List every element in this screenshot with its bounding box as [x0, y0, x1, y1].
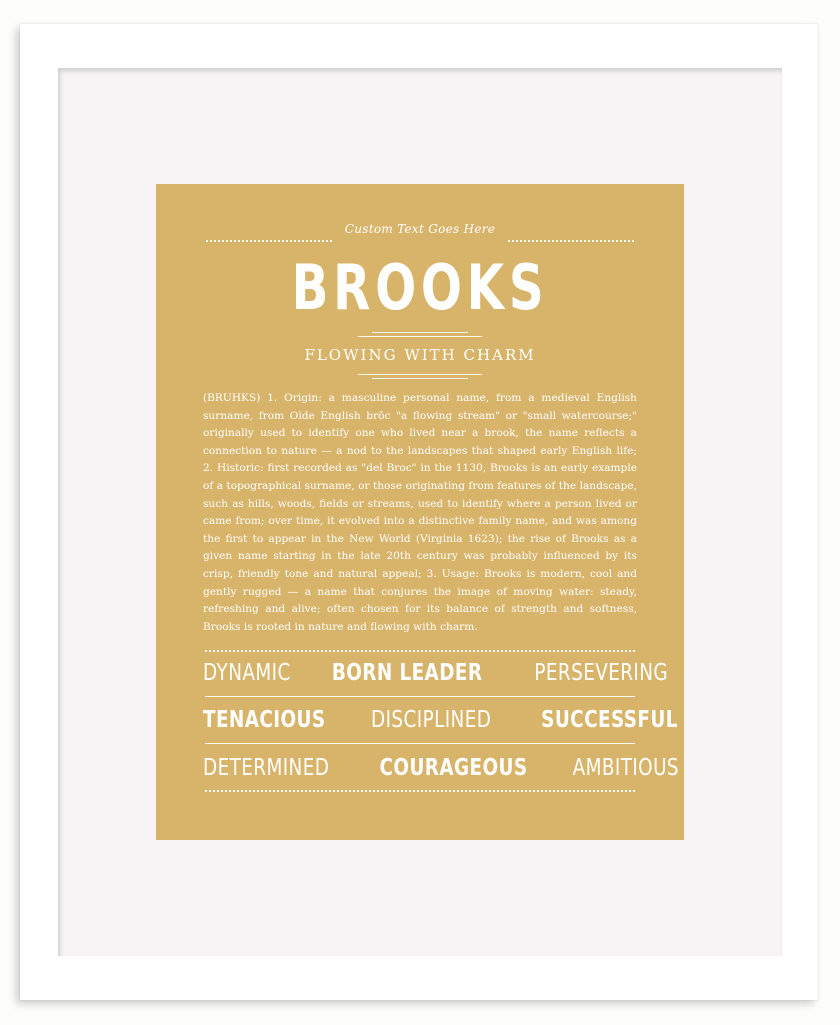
trait-row: [203, 656, 668, 690]
trait-row-divider: [205, 743, 635, 744]
name-print: [156, 184, 684, 840]
trait-word: DYNAMIC: [203, 660, 291, 686]
trait-word: DISCIPLINED: [371, 707, 492, 733]
trait-word: SUCCESSFUL: [540, 707, 678, 733]
tagline-rule-top-long: [358, 336, 482, 337]
tagline-rule-top: [372, 332, 468, 333]
trait-word: BORN LEADER: [331, 660, 483, 686]
custom-text: Custom Text Goes Here: [344, 222, 496, 236]
header-dotted-rule-right: [508, 240, 634, 242]
trait-row: [203, 703, 678, 737]
trait-word: DETERMINED: [203, 755, 330, 781]
tagline-rule-bottom: [372, 378, 468, 379]
trait-row: [203, 751, 679, 785]
trait-word: TENACIOUS: [203, 707, 326, 733]
tagline-rule-bottom-long: [358, 374, 482, 375]
traits-dotted-rule-top: [205, 650, 635, 652]
trait-row-divider: [205, 696, 635, 697]
name-tagline: FLOWING WITH CHARM: [304, 346, 536, 364]
name-title: BROOKS: [291, 251, 549, 324]
trait-word: COURAGEOUS: [379, 755, 528, 781]
trait-word: AMBITIOUS: [572, 755, 679, 781]
trait-word: PERSEVERING: [534, 660, 668, 686]
name-definition: (BRUHKS) 1. Origin: a masculine personal name, from a medieval English surname, from Olde English brōc "a flowing stream" or "small watercourse;" originally used to identify one who lived near a brook, the name reflects a connection to nature — a nod to the landscapes that shaped early English life; 2. Historic: first recorded as "del Broc" in the 1130, Brooks is an early example of a topographical surname, or those originating from features of the landscape, such as hills, woods, fields or streams, used to identify where a person lived or came from; over time, it evolved into a distinctive family name, and was among the first to appear in the New World (Virginia 1623); the rise of Brooks as a given name starting in the late 20th century was probably influenced by its crisp, friendly tone and natural appeal; 3. Usage: Brooks is modern, cool and gently rugged — a name that conjures the image of moving water: steady, refreshing and alive; often chosen for its balance of strength and softness, Brooks is rooted in nature and flowing with charm.: [203, 392, 637, 633]
header-dotted-rule-left: [206, 240, 332, 242]
traits-dotted-rule-bottom: [205, 790, 635, 792]
